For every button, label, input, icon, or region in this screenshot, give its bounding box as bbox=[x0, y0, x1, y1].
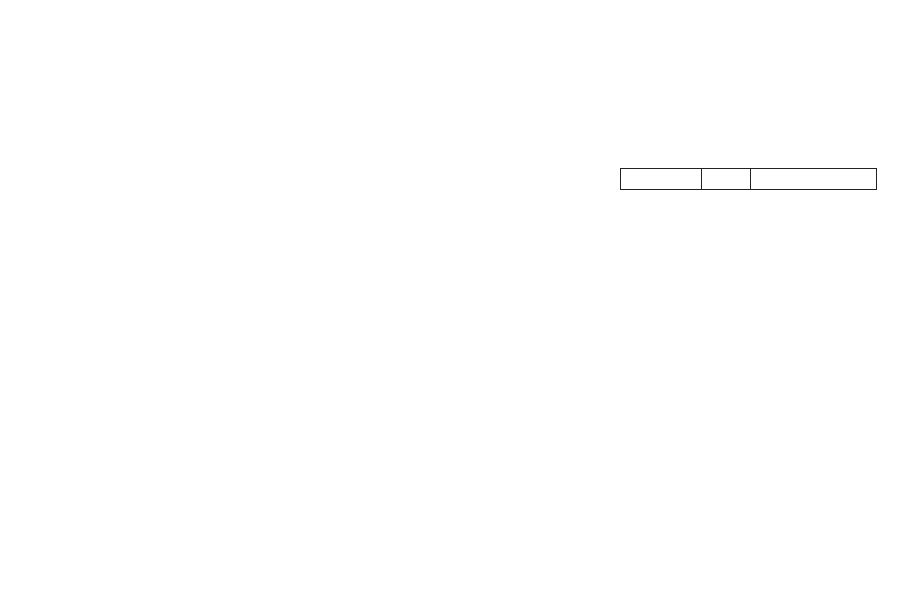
header-area bbox=[702, 169, 751, 190]
explication-table bbox=[620, 168, 877, 190]
header-notes bbox=[751, 169, 877, 190]
header-no bbox=[621, 169, 702, 190]
table-header bbox=[621, 169, 877, 190]
